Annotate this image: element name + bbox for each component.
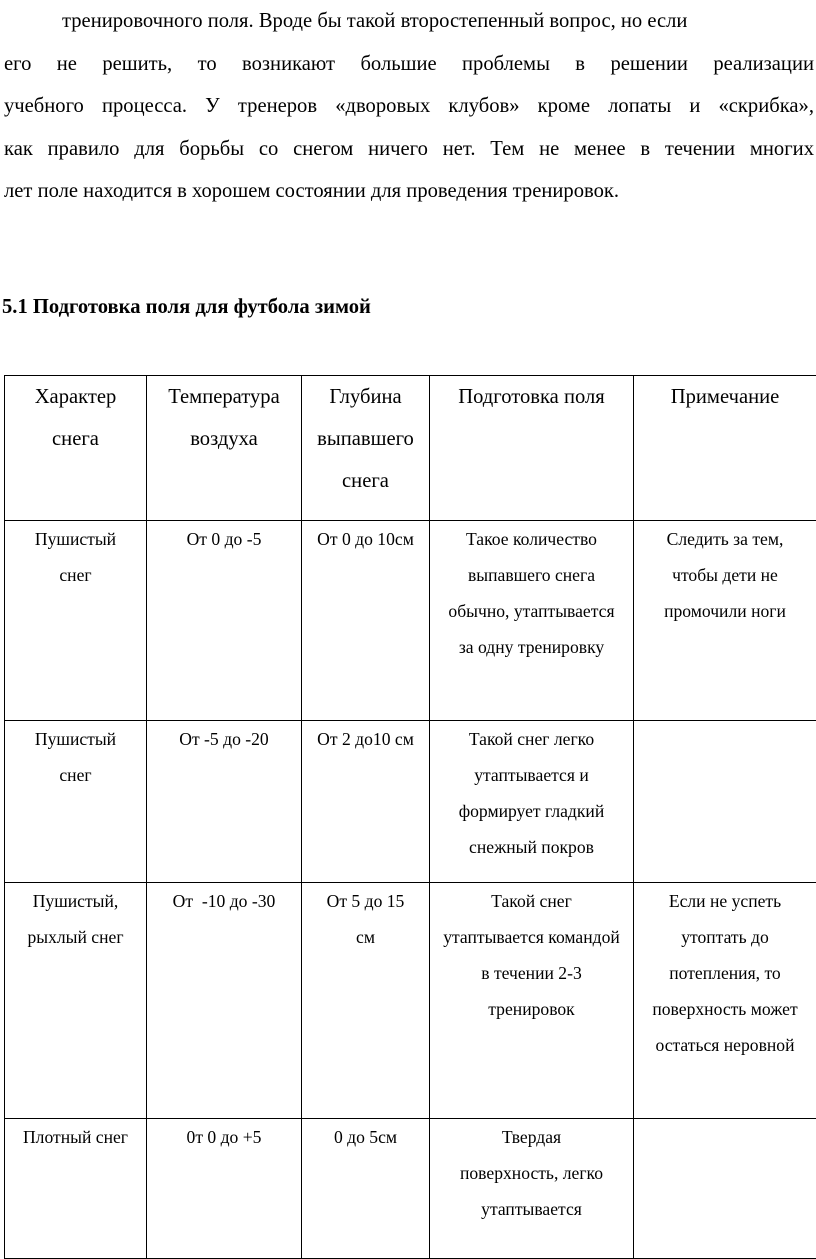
table-row	[5, 883, 816, 1119]
cell-preparation	[430, 721, 634, 883]
cell-snow-type	[5, 721, 147, 883]
cell-text: Пушистый снег	[5, 521, 146, 593]
cell-text: От 5 до 15 см	[302, 883, 429, 955]
cell-text: Такой снег легко утаптывается и формирует гладкий снежный покров	[430, 721, 633, 865]
cell-note	[634, 721, 816, 883]
header-snow-type	[5, 376, 147, 521]
cell-preparation	[430, 521, 634, 721]
cell-text: Следить за тем, чтобы дети не промочили ноги	[634, 521, 816, 629]
header-field-preparation	[430, 376, 634, 521]
cell-text: Если не успеть утоптать до потепления, то поверхность может остаться неровной	[634, 883, 816, 1063]
cell-text: 0т 0 до +5	[147, 1119, 301, 1155]
cell-snow-type	[5, 883, 147, 1119]
body-paragraph	[4, 0, 814, 213]
table-row	[5, 721, 816, 883]
header-label: Температура воздуха	[147, 376, 301, 460]
paragraph-line: лет поле находится в хорошем состоянии для проведения тренировок.	[4, 170, 814, 213]
header-snow-depth	[302, 376, 430, 521]
cell-depth	[302, 883, 430, 1119]
cell-text: Твердая поверхность, легко утаптывается	[430, 1119, 633, 1227]
cell-text: Плотный снег	[5, 1119, 146, 1155]
paragraph-line: учебного процесса. У тренеров «дворовых клубов» кроме лопаты и «скрибка»,	[4, 85, 814, 128]
cell-text: Такое количество выпавшего снега обычно, утаптывается за одну тренировку	[430, 521, 633, 665]
cell-depth	[302, 1119, 430, 1259]
cell-text: 0 до 5см	[302, 1119, 429, 1155]
cell-text: От 2 до10 см	[302, 721, 429, 757]
cell-text: От 0 до -5	[147, 521, 301, 557]
cell-temperature	[147, 883, 302, 1119]
header-label: Подготовка поля	[430, 376, 633, 418]
header-label: Характер снега	[5, 376, 146, 460]
table-row	[5, 1119, 816, 1259]
cell-note	[634, 883, 816, 1119]
cell-note	[634, 1119, 816, 1259]
cell-depth	[302, 521, 430, 721]
cell-text: Такой снег утаптывается командой в течении 2-3 тренировок	[430, 883, 633, 1027]
header-label: Глубина выпавшего снега	[302, 376, 429, 502]
header-air-temperature	[147, 376, 302, 521]
cell-snow-type	[5, 521, 147, 721]
paragraph-line: его не решить, то возникают большие проблемы в решении реализации	[4, 43, 814, 86]
cell-preparation	[430, 883, 634, 1119]
header-note	[634, 376, 816, 521]
cell-depth	[302, 721, 430, 883]
cell-temperature	[147, 1119, 302, 1259]
header-label: Примечание	[634, 376, 816, 418]
cell-text: От -10 до -30	[147, 883, 301, 919]
cell-text: От -5 до -20	[147, 721, 301, 757]
snow-preparation-table	[4, 375, 816, 1259]
table-row	[5, 521, 816, 721]
cell-text: Пушистый снег	[5, 721, 146, 793]
cell-text: Пушистый, рыхлый снег	[5, 883, 146, 955]
cell-snow-type	[5, 1119, 147, 1259]
cell-preparation	[430, 1119, 634, 1259]
paragraph-line: как правило для борьбы со снегом ничего нет. Тем не менее в течении многих	[4, 128, 814, 171]
cell-temperature	[147, 721, 302, 883]
cell-note	[634, 521, 816, 721]
table-header-row	[5, 376, 816, 521]
cell-temperature	[147, 521, 302, 721]
paragraph-line: тренировочного поля. Вроде бы такой второстепенный вопрос, но если	[4, 0, 814, 43]
cell-text: От 0 до 10см	[302, 521, 429, 557]
section-heading: 5.1 Подготовка поля для футбола зимой	[2, 296, 371, 319]
